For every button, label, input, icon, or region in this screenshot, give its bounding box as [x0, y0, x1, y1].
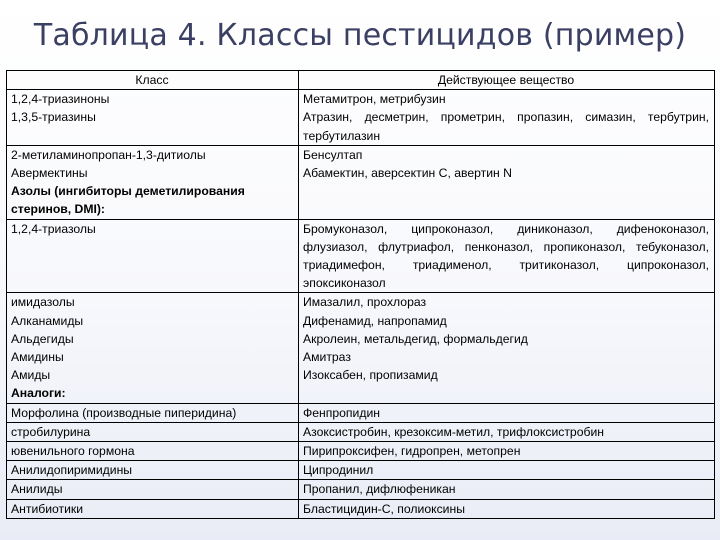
substance-list: Акролеин, метальдегид, формальдегид [303, 331, 528, 346]
table-row [7, 293, 715, 403]
class-name: имидазолы [11, 295, 75, 310]
substance-cell: Пирипроксифен, гидропрен, метопрен [299, 442, 715, 461]
table-row [7, 499, 715, 518]
class-name: 1,2,4-триазиноны [11, 92, 110, 107]
substance-cell: Фенпропидин [299, 403, 715, 422]
class-cell [7, 219, 299, 293]
class-cell: стробилурина [7, 422, 299, 441]
table-row [7, 461, 715, 480]
header-class: Класс [7, 71, 299, 90]
class-name: Амидины [11, 350, 64, 365]
substance-list: Бенсултап [303, 147, 363, 162]
substance-cell [299, 219, 715, 293]
class-name: Альдегиды [11, 331, 74, 346]
substance-cell: Бластицидин-С, полиоксины [299, 499, 715, 518]
table-row [7, 442, 715, 461]
table-row [7, 480, 715, 499]
table-row [7, 145, 715, 219]
substance-list: Амитраз [303, 350, 351, 365]
substance-list: Бромуконазол, ципроконазол, диниконазол, дифеноконазол, флузиазол, флутриафол, пенконазол, пропиконазол, тебуконазол, триадимефон, триадименол, тритиконазол, ципроконазол, эпоксиконазол [303, 221, 709, 291]
substance-cell: Ципродинил [299, 461, 715, 480]
class-cell [7, 90, 299, 146]
table-row [7, 403, 715, 422]
class-name: 2-метиламинопропан-1,3-дитиолы [11, 147, 206, 162]
class-cell: Морфолина (производные пиперидина) [7, 403, 299, 422]
class-cell: Антибиотики [7, 499, 299, 518]
class-cell [7, 145, 299, 219]
slide-title: Таблица 4. Классы пестицидов (пример) [33, 18, 687, 53]
substance-cell [299, 145, 715, 219]
class-name: Амиды [11, 368, 51, 383]
header-active-substance: Действующее вещество [299, 71, 715, 90]
substance-cell [299, 293, 715, 403]
substance-list: Метамитрон, метрибузин [303, 92, 446, 107]
class-name: 1,2,4-триазолы [11, 221, 96, 236]
table-row [7, 219, 715, 293]
class-cell: Анилиды [7, 480, 299, 499]
table-header-row [7, 71, 715, 90]
pesticide-classes-table [6, 70, 715, 519]
substance-cell [299, 90, 715, 146]
class-cell: Анилидопиримидины [7, 461, 299, 480]
class-cell: ювенильного гормона [7, 442, 299, 461]
substance-list: Абамектин, аверсектин С, авертин N [303, 166, 512, 181]
substance-cell: Азоксистробин, крезоксим-метил, трифлоксистробин [299, 422, 715, 441]
table-row [7, 422, 715, 441]
class-group-heading: Азолы (ингибиторы деметилирования стеринов, DMI): [11, 184, 245, 217]
substance-list: Атразин, десметрин, прометрин, пропазин, симазин, тербутрин, тербутилазин [303, 110, 709, 143]
substance-cell: Пропанил, дифлюфеникан [299, 480, 715, 499]
table-row [7, 90, 715, 146]
substance-list: Имазалил, прохлораз [303, 295, 427, 310]
class-name: Алканамиды [11, 313, 84, 328]
class-cell [7, 293, 299, 403]
class-name: 1,3,5-триазины [11, 110, 96, 125]
class-name: Авермектины [11, 166, 88, 181]
substance-list: Дифенамид, напропамид [303, 313, 447, 328]
substance-list: Изоксабен, пропизамид [303, 368, 438, 383]
class-group-heading: Аналоги: [11, 386, 66, 401]
